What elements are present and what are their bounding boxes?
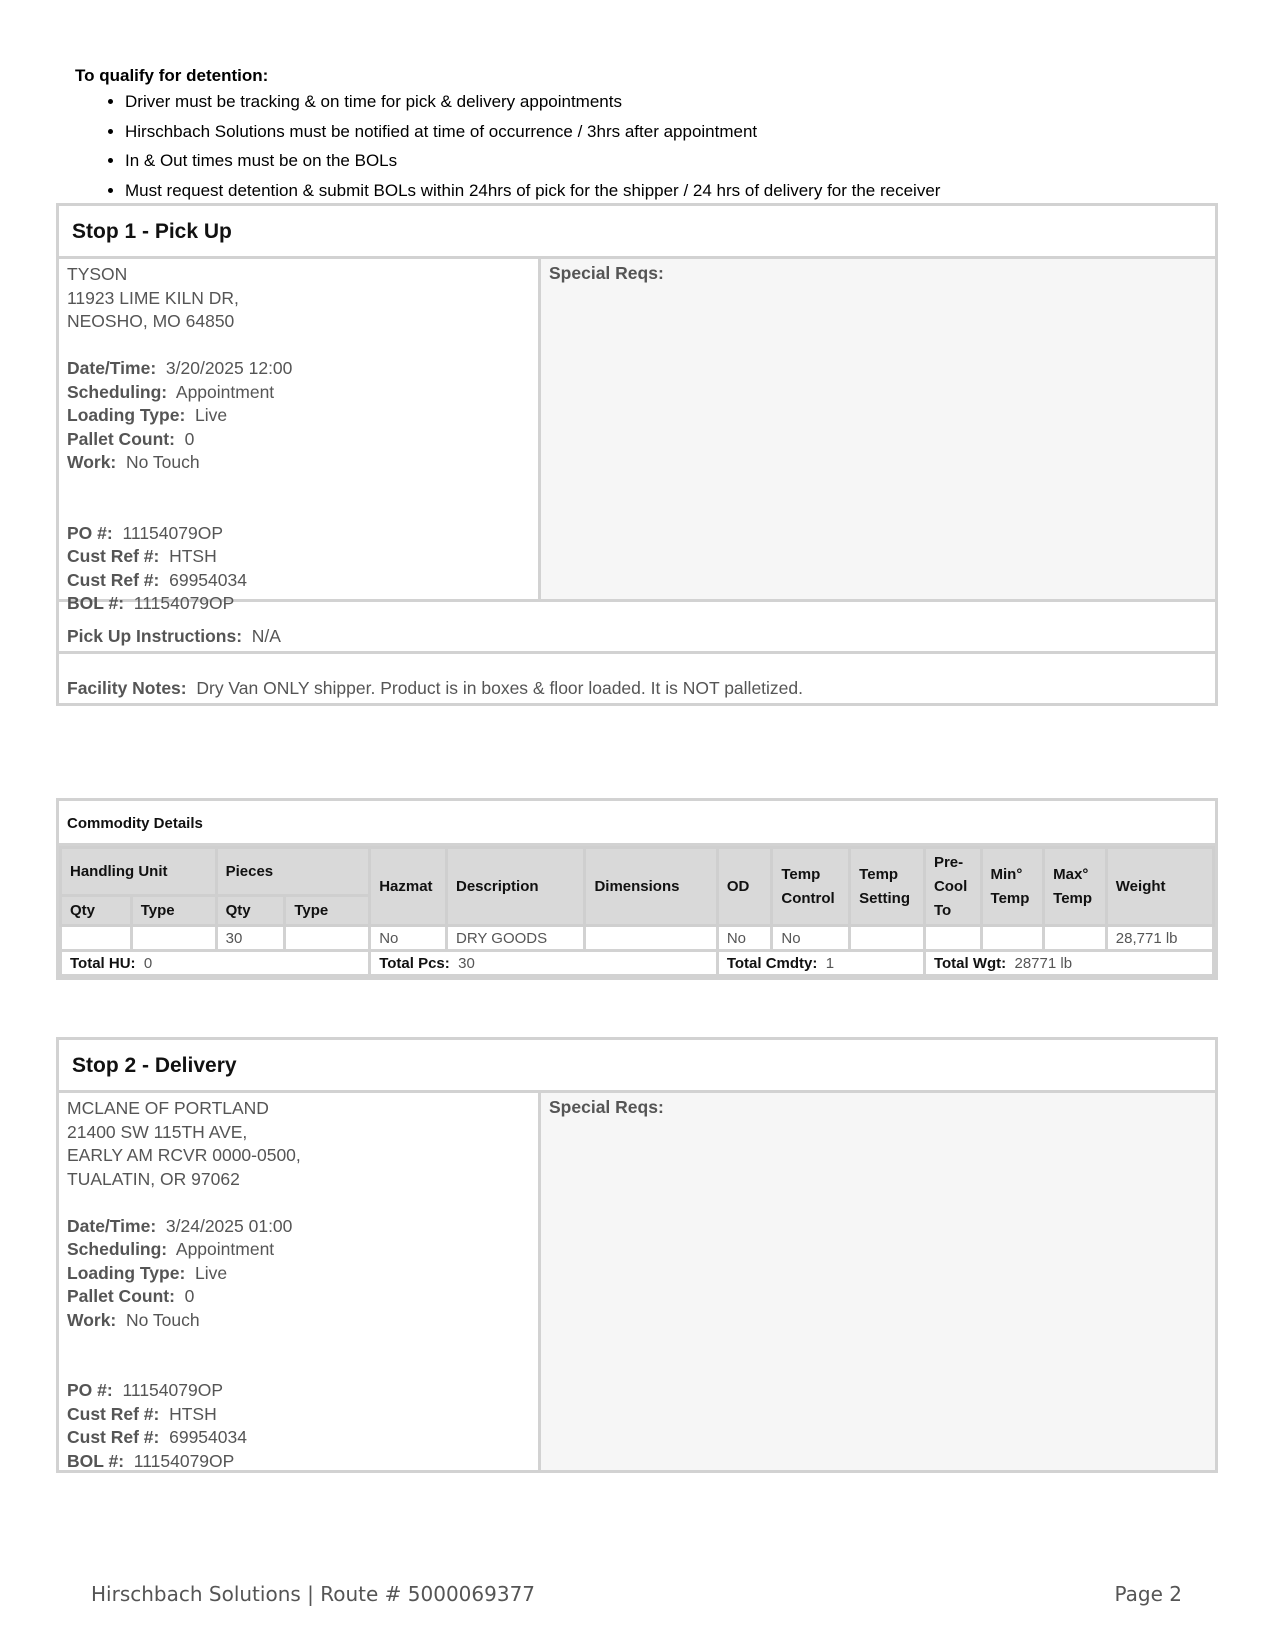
table-row <box>61 926 1214 951</box>
footer-page-number: Page 2 <box>1114 1582 1182 1606</box>
stop-1-card <box>56 203 1218 706</box>
list-item: • Must request detention & submit BOLs within 24hrs of pick for the shipper / 24 hrs of delivery for the receiver <box>125 181 1225 201</box>
cell-pc-type <box>285 926 370 951</box>
address-line: MCLANE OF PORTLAND <box>67 1098 269 1118</box>
total-hu: Total HU: 0 <box>61 951 370 976</box>
col-od: OD <box>717 848 772 926</box>
total-pcs: Total Pcs: 30 <box>370 951 718 976</box>
work-field: Work: No Touch <box>67 452 200 472</box>
totals-row <box>61 951 1214 976</box>
cell-temp-control: No <box>772 926 850 951</box>
stop-1-title: Stop 1 - Pick Up <box>59 206 1215 259</box>
stop-2-card <box>56 1037 1218 1473</box>
col-pc-qty: Qty <box>216 896 285 926</box>
total-wgt: Total Wgt: 28771 lb <box>924 951 1213 976</box>
cust-ref-field: Cust Ref #: 69954034 <box>67 1427 247 1447</box>
list-item: • Hirschbach Solutions must be notified at time of occurrence / 3hrs after appointment <box>125 122 1225 142</box>
stop-1-details <box>59 259 1215 613</box>
commodity-table <box>59 846 1215 977</box>
address-line: 21400 SW 115TH AVE, <box>67 1121 248 1142</box>
detention-list <box>75 92 1225 201</box>
commodity-title: Commodity Details <box>59 801 1215 846</box>
col-weight: Weight <box>1106 848 1213 926</box>
detention-requirements <box>75 66 1225 210</box>
stop-1-special-reqs: Special Reqs: <box>541 259 1215 599</box>
total-cmdty: Total Cmdty: 1 <box>717 951 924 976</box>
loading-type-field: Loading Type: Live <box>67 1262 228 1283</box>
list-item: • In & Out times must be on the BOLs <box>125 151 1225 171</box>
cell-hu-qty <box>61 926 132 951</box>
bol-field: BOL #: 11154079OP <box>67 1450 235 1471</box>
cell-pc-qty: 30 <box>216 926 285 951</box>
col-max-temp: Max° Temp <box>1044 848 1107 926</box>
pallet-count-field: Pallet Count: 0 <box>67 428 195 449</box>
stop-1-info <box>59 259 541 613</box>
col-hu-qty: Qty <box>61 896 132 926</box>
bol-field: BOL #: 11154079OP <box>67 593 235 613</box>
cell-min-temp <box>981 926 1044 951</box>
cell-temp-setting <box>850 926 925 951</box>
cell-od: No <box>717 926 772 951</box>
pickup-instructions: Pick Up Instructions: N/A <box>59 599 1215 651</box>
stop-2-special-reqs: Special Reqs: <box>541 1093 1215 1470</box>
col-temp-setting: Temp Setting <box>850 848 925 926</box>
po-field: PO #: 11154079OP <box>67 1380 224 1400</box>
list-item: • Driver must be tracking & on time for pick & delivery appointments <box>125 92 1225 112</box>
cell-dimensions <box>585 926 717 951</box>
po-field: PO #: 11154079OP <box>67 522 224 543</box>
cell-precool <box>924 926 981 951</box>
cust-ref-field: Cust Ref #: HTSH <box>67 546 217 566</box>
scheduling-field: Scheduling: Appointment <box>67 1239 275 1259</box>
cell-max-temp <box>1044 926 1107 951</box>
col-temp-control: Temp Control <box>772 848 850 926</box>
work-field: Work: No Touch <box>67 1309 200 1330</box>
stop-2-title: Stop 2 - Delivery <box>59 1040 1215 1093</box>
col-handling-unit: Handling Unit <box>61 848 217 896</box>
stop-2-info <box>59 1093 541 1470</box>
datetime-field: Date/Time: 3/20/2025 12:00 <box>67 358 293 378</box>
pallet-count-field: Pallet Count: 0 <box>67 1286 195 1306</box>
address-line: TUALATIN, OR 97062 <box>67 1168 240 1189</box>
datetime-field: Date/Time: 3/24/2025 01:00 <box>67 1215 293 1236</box>
cust-ref-field: Cust Ref #: HTSH <box>67 1403 217 1424</box>
cust-ref-field: Cust Ref #: 69954034 <box>67 569 247 590</box>
address-line: 11923 LIME KILN DR, <box>67 287 239 308</box>
scheduling-field: Scheduling: Appointment <box>67 381 275 402</box>
col-pc-type: Type <box>285 896 370 926</box>
col-precool: Pre-Cool To <box>924 848 981 926</box>
col-description: Description <box>447 848 585 926</box>
commodity-details <box>56 798 1218 980</box>
stop-2-details <box>59 1093 1215 1470</box>
address-line: NEOSHO, MO 64850 <box>67 311 235 331</box>
cell-description: DRY GOODS <box>447 926 585 951</box>
cell-hu-type <box>131 926 216 951</box>
facility-notes: Facility Notes: Dry Van ONLY shipper. Product is in boxes & floor loaded. It is NOT palletized. <box>59 651 1215 703</box>
loading-type-field: Loading Type: Live <box>67 405 228 425</box>
col-hazmat: Hazmat <box>370 848 447 926</box>
cell-hazmat: No <box>370 926 447 951</box>
address-line: TYSON <box>67 264 128 284</box>
col-min-temp: Min° Temp <box>981 848 1044 926</box>
cell-weight: 28,771 lb <box>1106 926 1213 951</box>
col-pieces: Pieces <box>216 848 370 896</box>
col-hu-type: Type <box>131 896 216 926</box>
detention-title: To qualify for detention: <box>75 66 269 85</box>
footer-route: Hirschbach Solutions | Route # 5000069377 <box>91 1582 536 1606</box>
col-dimensions: Dimensions <box>585 848 717 926</box>
address-line: EARLY AM RCVR 0000-0500, <box>67 1145 301 1165</box>
